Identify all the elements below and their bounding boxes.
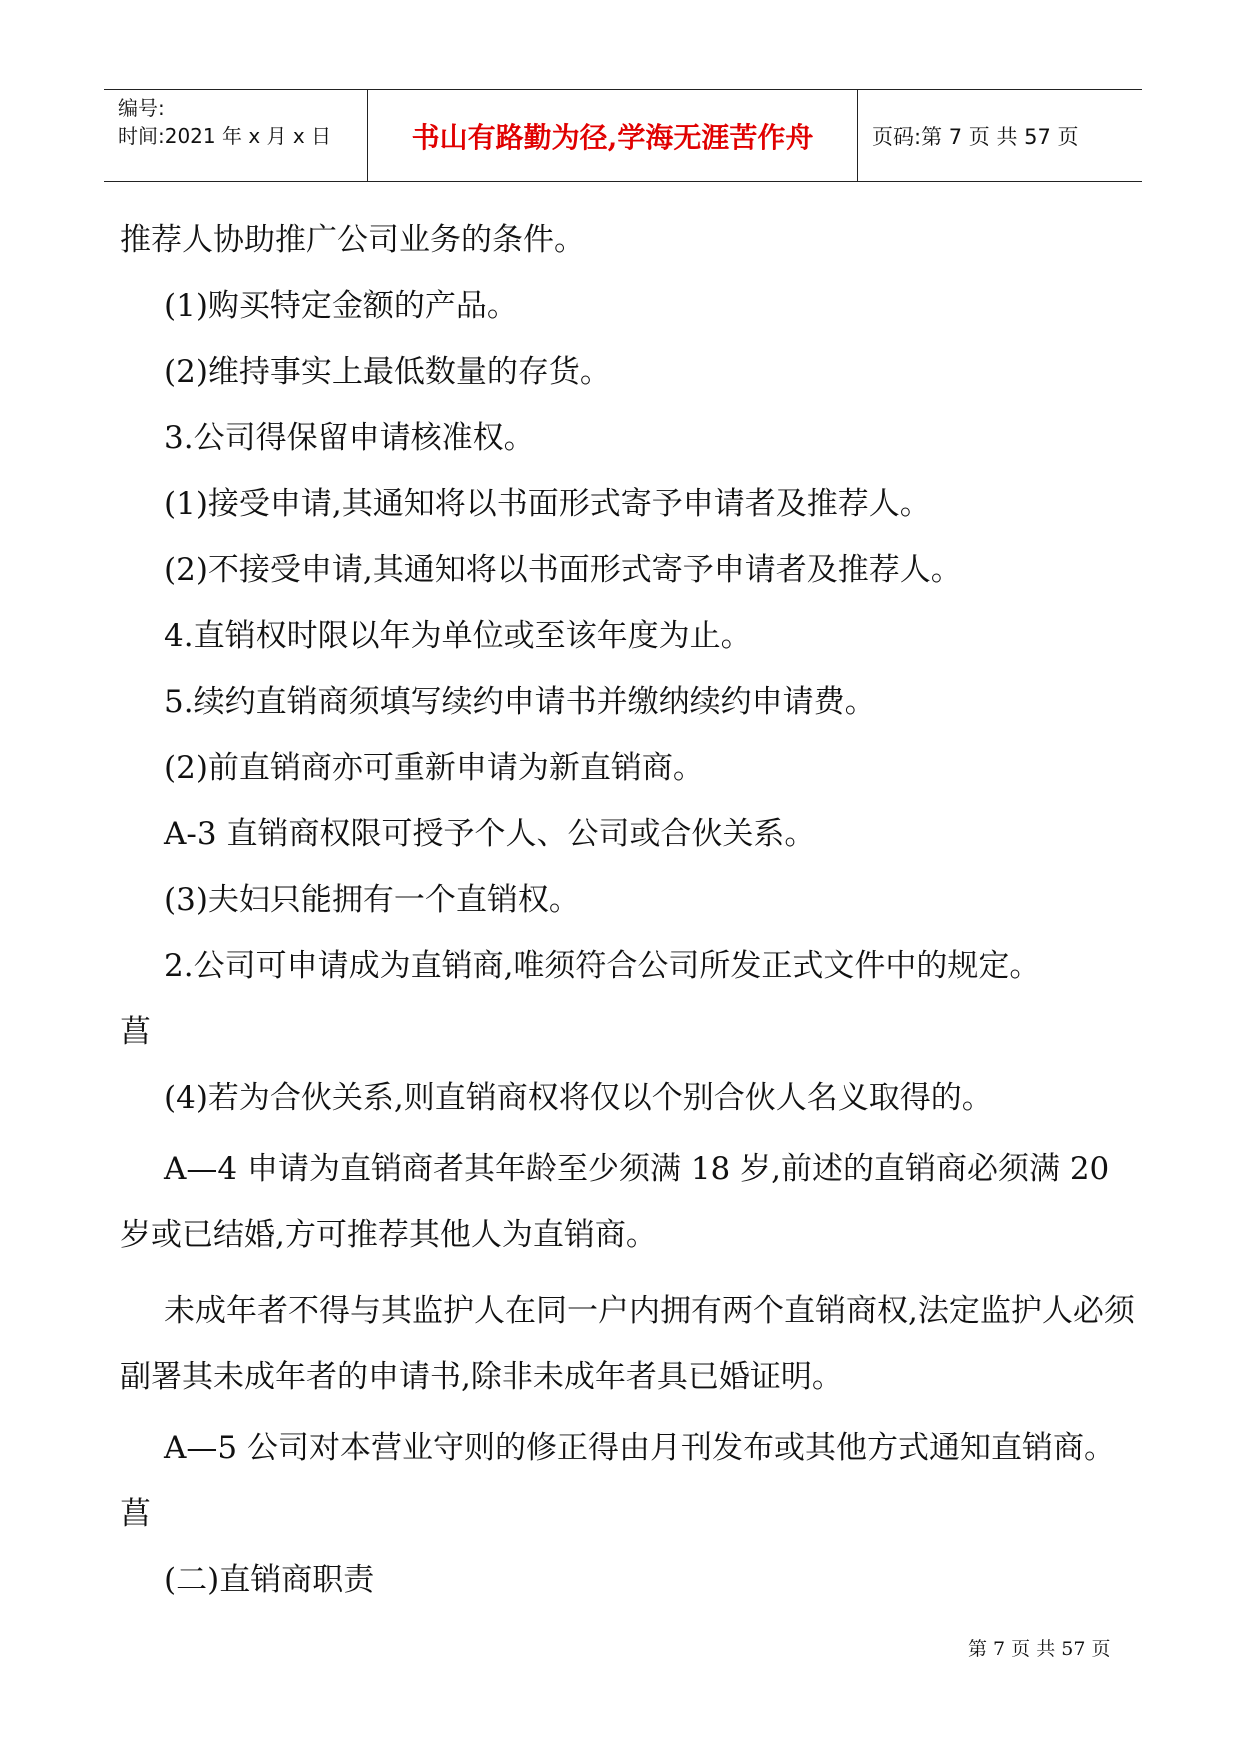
document-number-label: 编号: — [118, 96, 165, 120]
paragraph: 菖 — [120, 1496, 151, 1532]
document-time-label: 时间:2021 年 x 月 x 日 — [118, 124, 332, 148]
paragraph: 5.续约直销商须填写续约申请书并缴纳续约申请费。 — [164, 684, 876, 720]
paragraph: A-3 直销商权限可授予个人、公司或合伙关系。 — [164, 816, 816, 852]
paragraph: 4.直销权时限以年为单位或至该年度为止。 — [164, 618, 752, 654]
paragraph: 2.公司可申请成为直销商,唯须符合公司所发正式文件中的规定。 — [164, 948, 1041, 984]
paragraph: (2)前直销商亦可重新申请为新直销商。 — [164, 750, 704, 786]
paragraph: A—5 公司对本营业守则的修正得由月刊发布或其他方式通知直销商。 — [164, 1430, 1115, 1466]
paragraph: 推荐人协助推广公司业务的条件。 — [120, 222, 585, 258]
paragraph: (2)不接受申请,其通知将以书面形式寄予申请者及推荐人。 — [164, 552, 962, 588]
paragraph: 3.公司得保留申请核准权。 — [164, 420, 535, 456]
page-header — [104, 89, 1142, 182]
header-page-number: 页码:第 7 页 共 57 页 — [872, 124, 1079, 149]
document-body — [120, 212, 1140, 1618]
page-footer: 第 7 页 共 57 页 — [968, 1638, 1111, 1660]
paragraph: 未成年者不得与其监护人在同一户内拥有两个直销商权,法定监护人必须副署其未成年者的申请书,除非未成年者具已婚证明。 — [120, 1293, 1135, 1395]
paragraph: (1)购买特定金额的产品。 — [164, 288, 518, 324]
header-meta — [104, 90, 368, 181]
paragraph: (1)接受申请,其通知将以书面形式寄予申请者及推荐人。 — [164, 486, 931, 522]
paragraph: (4)若为合伙关系,则直销商权将仅以个别合伙人名义取得的。 — [164, 1080, 993, 1116]
paragraph: A—4 申请为直销商者其年龄至少须满 18 岁,前述的直销商必须满 20 岁或已结婚,方可推荐其他人为直销商。 — [120, 1151, 1110, 1253]
paragraph: 菖 — [120, 1014, 151, 1050]
header-slogan: 书山有路勤为径,学海无涯苦作舟 — [368, 90, 858, 181]
paragraph: (3)夫妇只能拥有一个直销权。 — [164, 882, 580, 918]
paragraph: (二)直销商职责 — [164, 1562, 375, 1598]
paragraph: (2)维持事实上最低数量的存货。 — [164, 354, 611, 390]
